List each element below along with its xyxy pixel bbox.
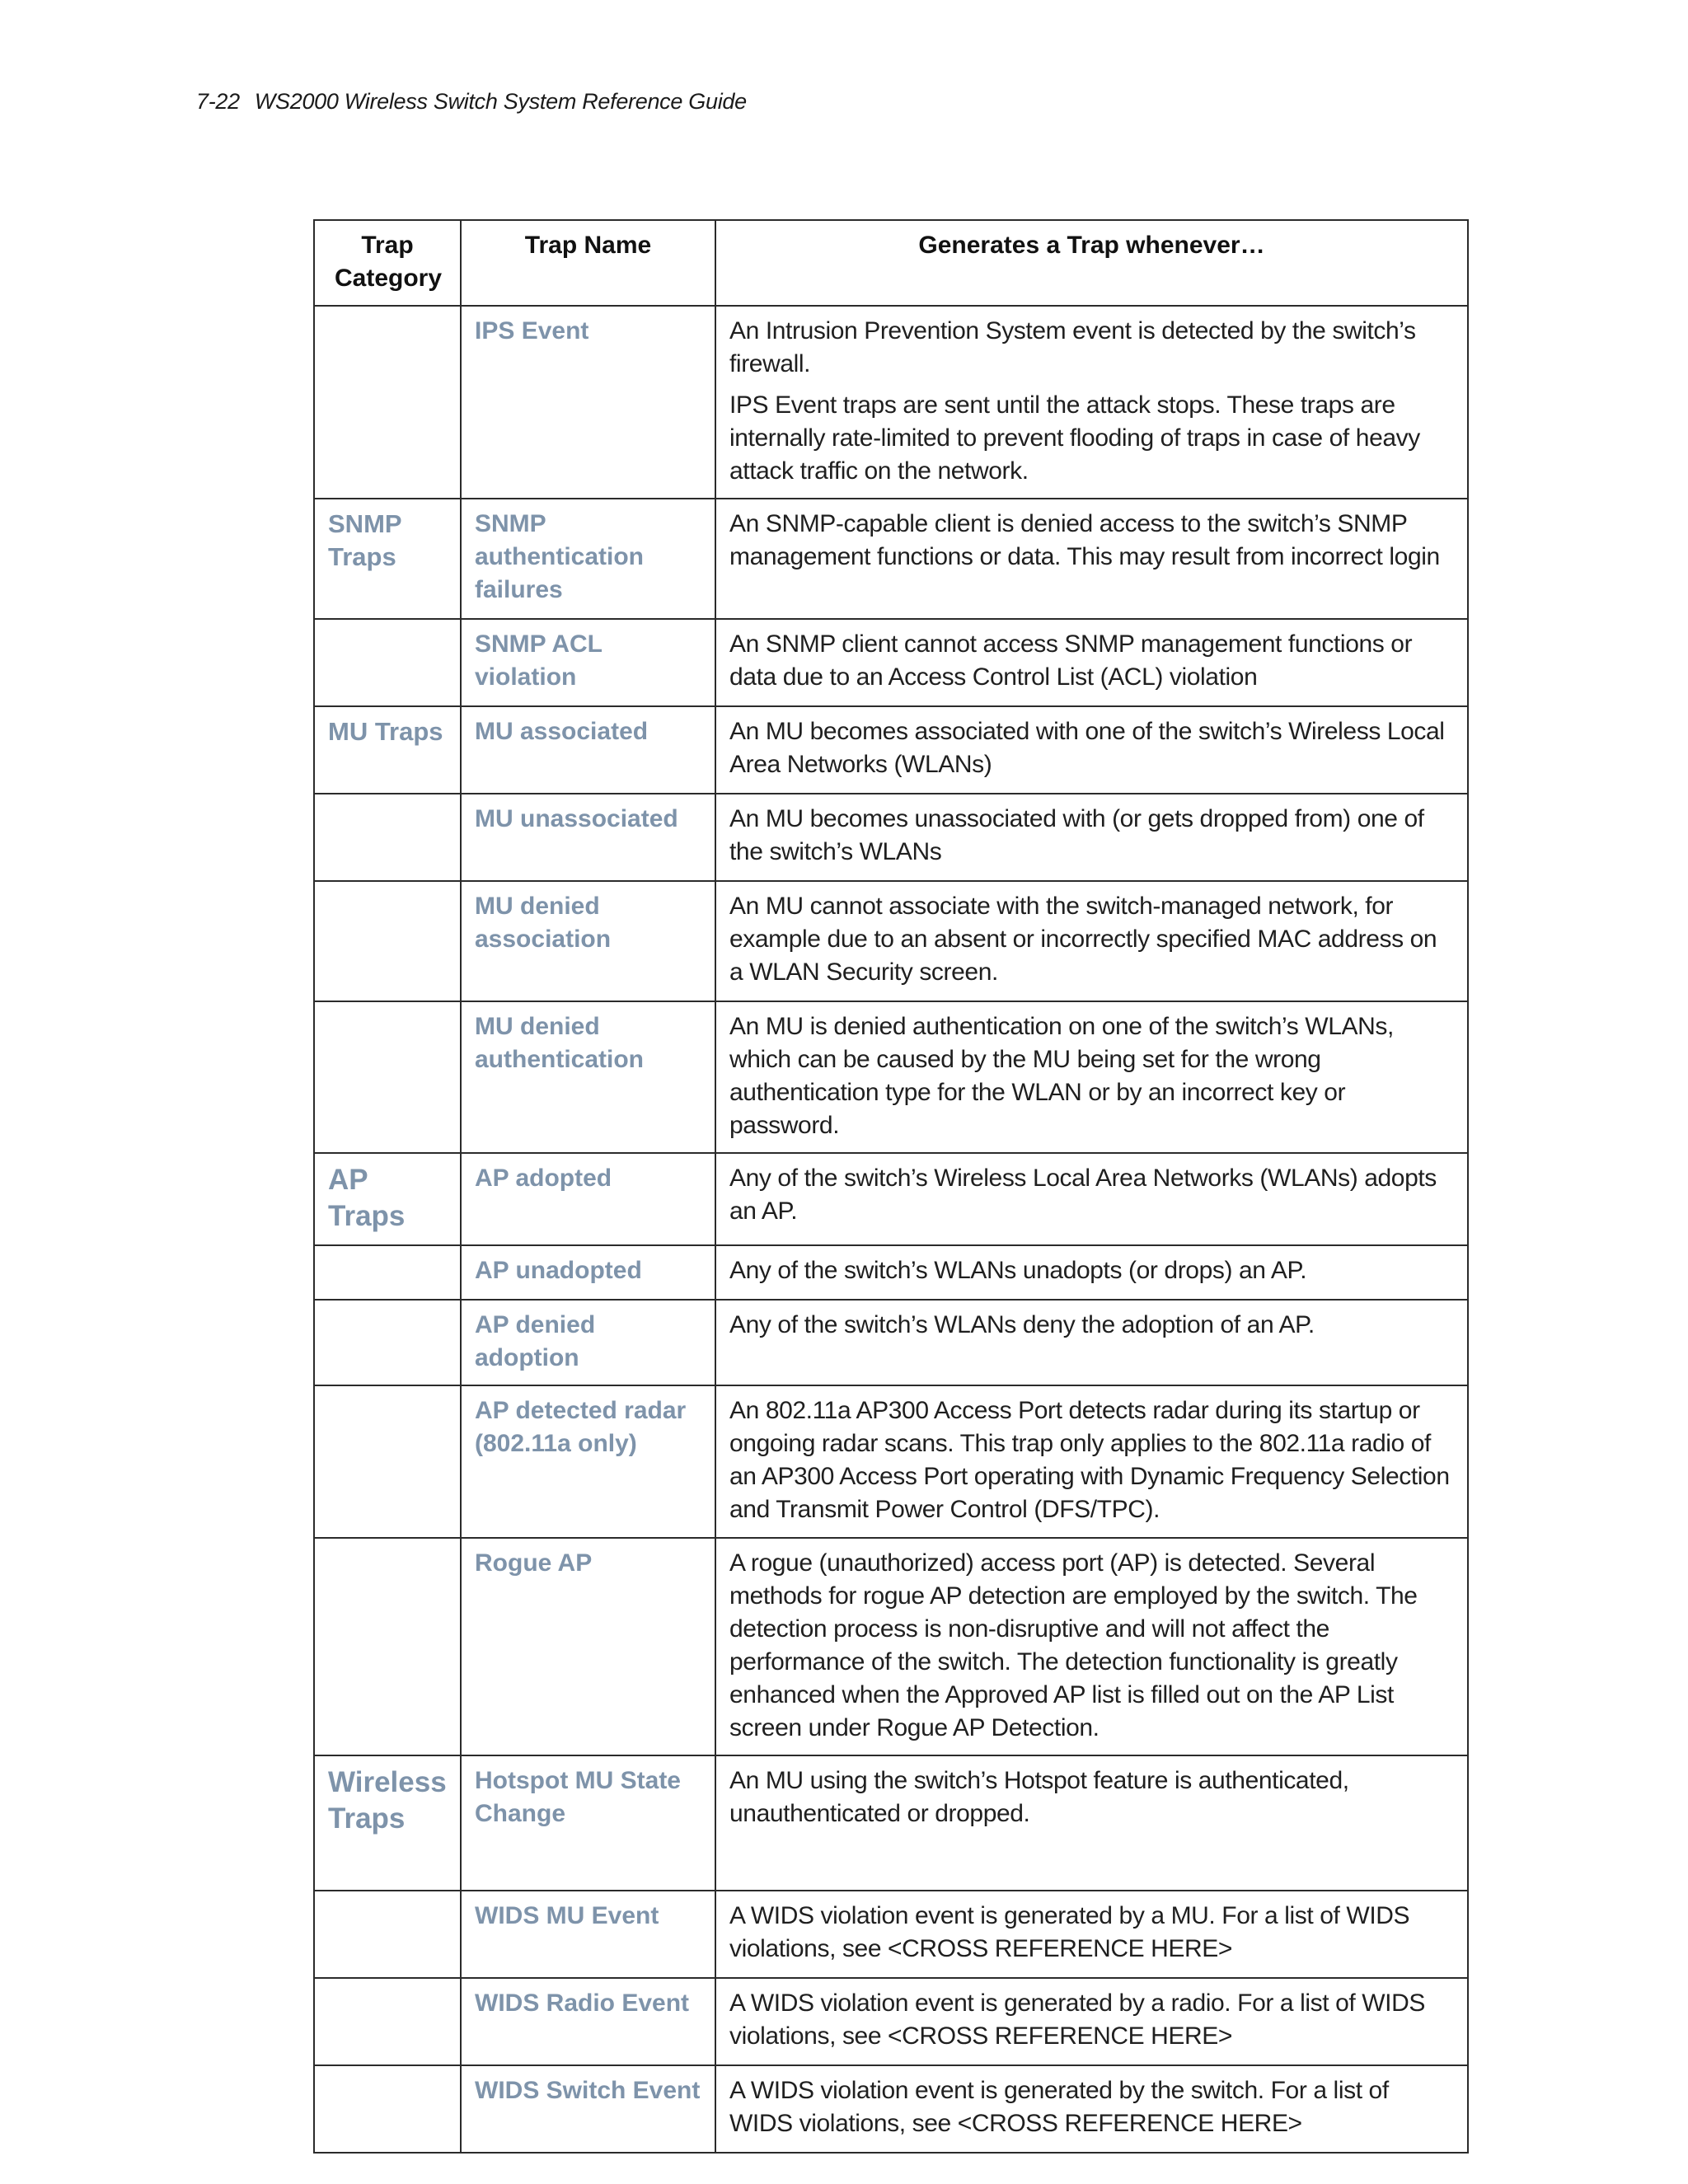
trap-description: Any of the switch’s WLANs deny the adoption of an AP. <box>715 1300 1468 1385</box>
trap-description: Any of the switch’s WLANs unadopts (or drops) an AP. <box>715 1245 1468 1300</box>
trap-description: A rogue (unauthorized) access port (AP) is detected. Several methods for rogue AP detection are employed by the switch. The detection process is non-disruptive and will not affect the performance of the switch. The detection functionality is greatly enhanced when the Approved AP list is filled out on the AP List screen under Rogue AP Detection. <box>715 1538 1468 1755</box>
table-row <box>314 794 1468 881</box>
trap-name: MU denied authentication <box>461 1001 715 1153</box>
trap-table <box>313 219 1469 2154</box>
guide-title: WS2000 Wireless Switch System Reference Guide <box>254 89 747 114</box>
trap-category <box>314 306 461 499</box>
table-row <box>314 706 1468 794</box>
trap-category <box>314 1245 461 1300</box>
trap-description-text: An Intrusion Prevention System event is detected by the switch’s firewall. <box>729 317 1416 377</box>
trap-name: MU associated <box>461 706 715 794</box>
trap-name: WIDS Radio Event <box>461 1978 715 2065</box>
table-header-row <box>314 220 1468 306</box>
trap-category <box>314 1001 461 1153</box>
trap-name: AP adopted <box>461 1153 715 1245</box>
column-header-description: Generates a Trap whenever… <box>715 220 1468 306</box>
trap-name: MU unassociated <box>461 794 715 881</box>
column-header-name: Trap Name <box>461 220 715 306</box>
trap-name: SNMP authentication failures <box>461 499 715 619</box>
trap-category <box>314 2065 461 2153</box>
trap-description <box>715 306 1468 499</box>
table-row <box>314 306 1468 499</box>
trap-name: AP detected radar (802.11a only) <box>461 1385 715 1538</box>
column-header-category: Trap Category <box>314 220 461 306</box>
page-header <box>196 89 747 115</box>
trap-category: AP Traps <box>314 1153 461 1245</box>
trap-description: An SNMP-capable client is denied access to the switch’s SNMP management functions or data. This may result from incorrect login <box>715 499 1468 619</box>
trap-category <box>314 619 461 706</box>
trap-category <box>314 1385 461 1538</box>
trap-category <box>314 1891 461 1978</box>
trap-name: Hotspot MU State Change <box>461 1755 715 1891</box>
trap-name: MU denied association <box>461 881 715 1001</box>
trap-category: SNMP Traps <box>314 499 461 619</box>
trap-description: An MU cannot associate with the switch-managed network, for example due to an absent or incorrectly specified MAC address on a WLAN Security screen. <box>715 881 1468 1001</box>
table-row <box>314 499 1468 619</box>
trap-category <box>314 881 461 1001</box>
trap-name: AP denied adoption <box>461 1300 715 1385</box>
table-row <box>314 1245 1468 1300</box>
trap-description: An SNMP client cannot access SNMP management functions or data due to an Access Control List (ACL) violation <box>715 619 1468 706</box>
trap-name: Rogue AP <box>461 1538 715 1755</box>
table-row <box>314 619 1468 706</box>
table-row <box>314 1978 1468 2065</box>
trap-description-note: IPS Event traps are sent until the attack stops. These traps are internally rate-limited to prevent flooding of traps in case of heavy attack traffic on the network. <box>729 391 1420 485</box>
trap-description: An MU becomes associated with one of the switch’s Wireless Local Area Networks (WLANs) <box>715 706 1468 794</box>
table-row <box>314 1001 1468 1153</box>
table-row <box>314 2065 1468 2153</box>
trap-description: A WIDS violation event is generated by a radio. For a list of WIDS violations, see <CROSS REFERENCE HERE> <box>715 1978 1468 2065</box>
table-row <box>314 1300 1468 1385</box>
trap-description: An MU using the switch’s Hotspot feature is authenticated, unauthenticated or dropped. <box>715 1755 1468 1891</box>
trap-name: WIDS MU Event <box>461 1891 715 1978</box>
trap-name: AP unadopted <box>461 1245 715 1300</box>
trap-category <box>314 794 461 881</box>
table-row <box>314 1538 1468 1755</box>
trap-category: MU Traps <box>314 706 461 794</box>
table-row <box>314 881 1468 1001</box>
table-row <box>314 1153 1468 1245</box>
trap-description: An MU becomes unassociated with (or gets dropped from) one of the switch’s WLANs <box>715 794 1468 881</box>
table-row <box>314 1755 1468 1891</box>
trap-category: Wireless Traps <box>314 1755 461 1891</box>
trap-category <box>314 1978 461 2065</box>
trap-category <box>314 1538 461 1755</box>
trap-name: IPS Event <box>461 306 715 499</box>
trap-description: An 802.11a AP300 Access Port detects radar during its startup or ongoing radar scans. This trap only applies to the 802.11a radio of an AP300 Access Port operating with Dynamic Frequency Selection and Transmit Power Control (DFS/TPC). <box>715 1385 1468 1538</box>
trap-description: An MU is denied authentication on one of the switch’s WLANs, which can be caused by the MU being set for the wrong authentication type for the WLAN or by an incorrect key or password. <box>715 1001 1468 1153</box>
page-number: 7-22 <box>196 89 240 114</box>
trap-name: WIDS Switch Event <box>461 2065 715 2153</box>
trap-category <box>314 1300 461 1385</box>
trap-description: A WIDS violation event is generated by the switch. For a list of WIDS violations, see <CROSS REFERENCE HERE> <box>715 2065 1468 2153</box>
trap-description: Any of the switch’s Wireless Local Area Networks (WLANs) adopts an AP. <box>715 1153 1468 1245</box>
trap-description: A WIDS violation event is generated by a MU. For a list of WIDS violations, see <CROSS REFERENCE HERE> <box>715 1891 1468 1978</box>
table-row <box>314 1385 1468 1538</box>
table-row <box>314 1891 1468 1978</box>
trap-name: SNMP ACL violation <box>461 619 715 706</box>
